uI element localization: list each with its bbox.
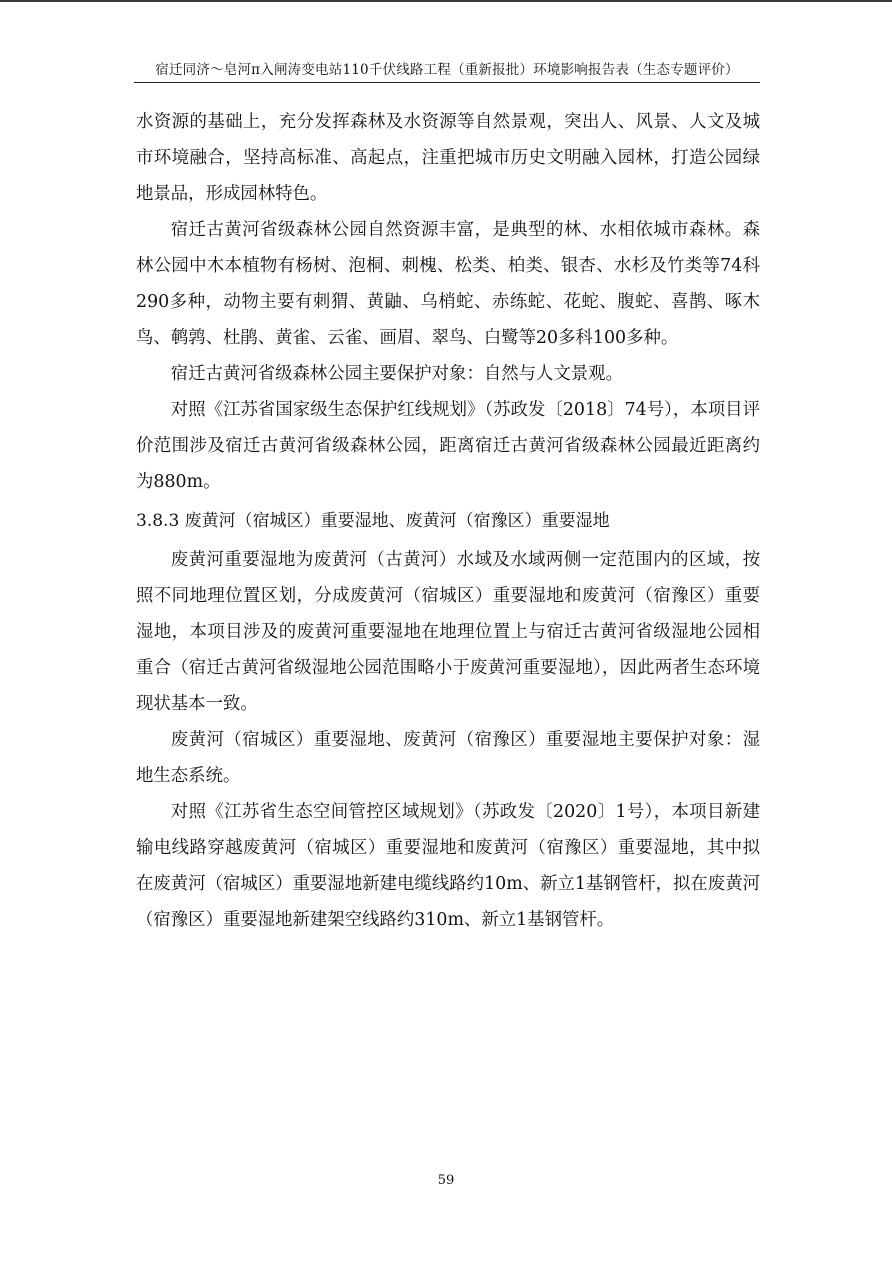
running-header: 宿迁同济～皂河π入闸涛变电站110千伏线路工程（重新报批）环境影响报告表（生态专题评价） [155, 62, 739, 78]
paragraph-wetland-intro: 废黄河重要湿地为废黄河（古黄河）水域及水域两侧一定范围内的区域，按照不同地理位置区划，分成废黄河（宿城区）重要湿地和废黄河（宿豫区）重要湿地，本项目涉及的废黄河重要湿地在地理位置上与宿迁古黄河省级湿地公园相重合（宿迁古黄河省级湿地公园范围略小于废黄河重要湿地），因此两者生态环境现状基本一致。 [136, 550, 760, 714]
paragraph-forest-distance: 对照《江苏省国家级生态保护红线规划》（苏政发〔2018〕74号），本项目评价范围涉及宿迁古黄河省级森林公园，距离宿迁古黄河省级森林公园最近距离约为880m。 [136, 400, 760, 492]
paragraph-forest-protection: 宿迁古黄河省级森林公园主要保护对象：自然与人文景观。 [170, 364, 623, 384]
header-rule [134, 82, 760, 83]
paragraph-wetland-protection: 废黄河（宿城区）重要湿地、废黄河（宿豫区）重要湿地主要保护对象：湿地生态系统。 [136, 730, 760, 786]
page-number: 59 [437, 1173, 455, 1188]
top-border [0, 0, 892, 2]
paragraph-forest-resources: 宿迁古黄河省级森林公园自然资源丰富，是典型的林、水相依城市森林。森林公园中木本植物有杨树、泡桐、刺槐、松类、柏类、银杏、水杉及竹类等74科290多种，动物主要有刺猬、黄鼬、乌梢蛇、赤练蛇、花蛇、腹蛇、喜鹊、啄木鸟、鹌鹑、杜鹃、黄雀、云雀、画眉、翠鸟、白鹭等20多科100多种。 [136, 220, 760, 348]
paragraph-wetland-crossing: 对照《江苏省生态空间管控区域规划》（苏政发〔2020〕1号），本项目新建输电线路穿越废黄河（宿城区）重要湿地和废黄河（宿豫区）重要湿地，其中拟在废黄河（宿城区）重要湿地新建电缆线路约10m、新立1基钢管杆，拟在废黄河（宿豫区）重要湿地新建架空线路约310m、新立1基钢管杆。 [136, 802, 760, 930]
document-body [136, 104, 760, 938]
section-heading: 3.8.3 废黄河（宿城区）重要湿地、废黄河（宿豫区）重要湿地 [136, 511, 610, 531]
paragraph-continuation: 水资源的基础上，充分发挥森林及水资源等自然景观，突出人、风景、人文及城市环境融合，坚持高标准、高起点，注重把城市历史文明融入园林，打造公园绿地景品，形成园林特色。 [136, 112, 760, 204]
